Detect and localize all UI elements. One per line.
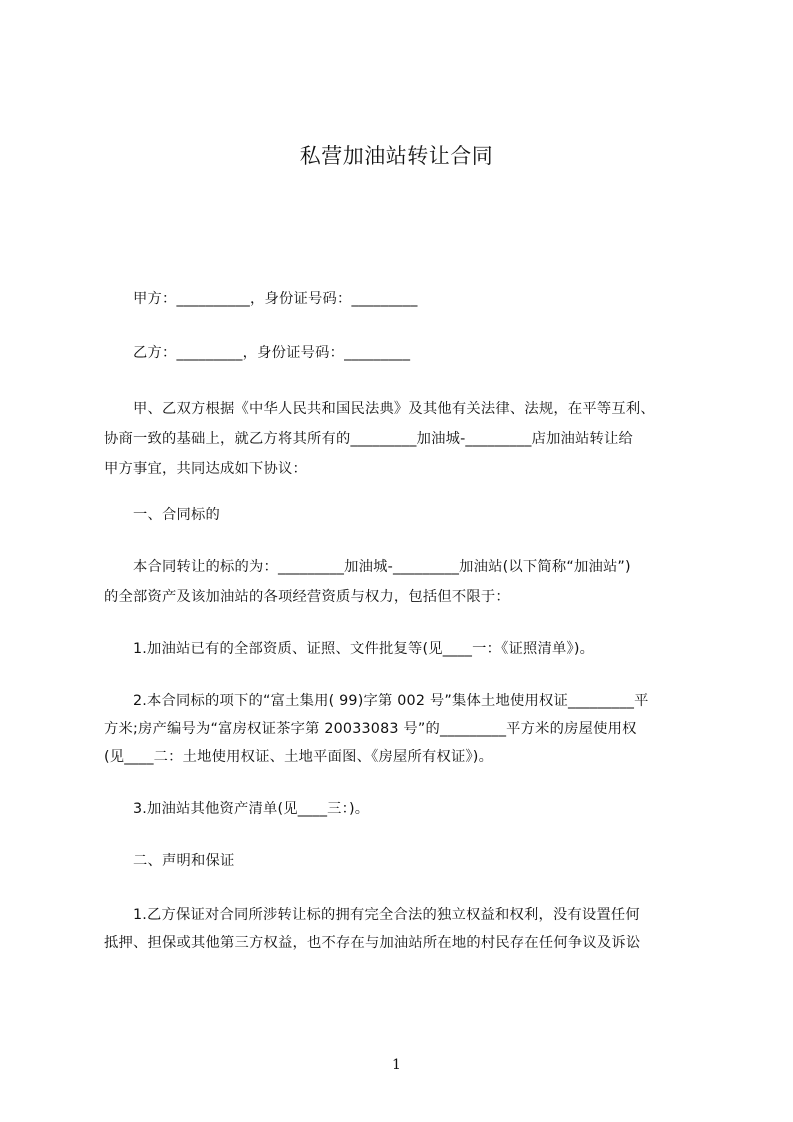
warranty-line-2: 抵押、担保或其他第三方权益，也不存在与加油站所在地的村民存在任何争议及诉讼 bbox=[104, 935, 641, 951]
preamble-line-1: 甲、乙双方根据《中华人民共和国民法典》及其他有关法律、法规，在平等互利、 bbox=[104, 401, 655, 417]
item-2-line-3: (见____二：土地使用权证、土地平面图、《房屋所有权证》)。 bbox=[104, 749, 494, 765]
item-3-line: 3.加油站其他资产清单(见____三：)。 bbox=[104, 801, 370, 817]
subject-line-2: 的全部资产及该加油站的各项经营资质与权力，包括但不限于： bbox=[104, 589, 510, 605]
party-a-line: 甲方：__________，身份证号码：_________ bbox=[104, 291, 418, 307]
page-number: 1 bbox=[392, 1057, 401, 1073]
section-2-heading: 二、声明和保证 bbox=[104, 853, 235, 869]
warranty-line-1: 1.乙方保证对合同所涉转让标的拥有完全合法的独立权益和权利，没有设置任何 bbox=[104, 907, 640, 923]
item-2-line-1: 2.本合同标的项下的“富土集用( 99)字第 002 号”集体土地使用权证_________平 bbox=[104, 693, 649, 709]
item-2-line-2: 方米;房产编号为“富房权证茶字第 20033083 号”的_________平方米的房屋使用权 bbox=[104, 721, 637, 737]
party-b-line: 乙方：_________，身份证号码：_________ bbox=[104, 345, 411, 361]
section-1-heading: 一、合同标的 bbox=[104, 507, 220, 523]
preamble-line-3: 甲方事宜，共同达成如下协议： bbox=[104, 461, 307, 477]
subject-line-1: 本合同转让的标的为：_________加油城-_________加油站(以下简称“加油站”) bbox=[104, 559, 631, 575]
item-1-line: 1.加油站已有的全部资质、证照、文件批复等(见____一：《证照清单》)。 bbox=[104, 641, 595, 657]
document-title: 私营加油站转让合同 bbox=[299, 144, 494, 168]
preamble-line-2: 协商一致的基础上，就乙方将其所有的_________加油城-_________店加油站转让给 bbox=[104, 431, 634, 447]
